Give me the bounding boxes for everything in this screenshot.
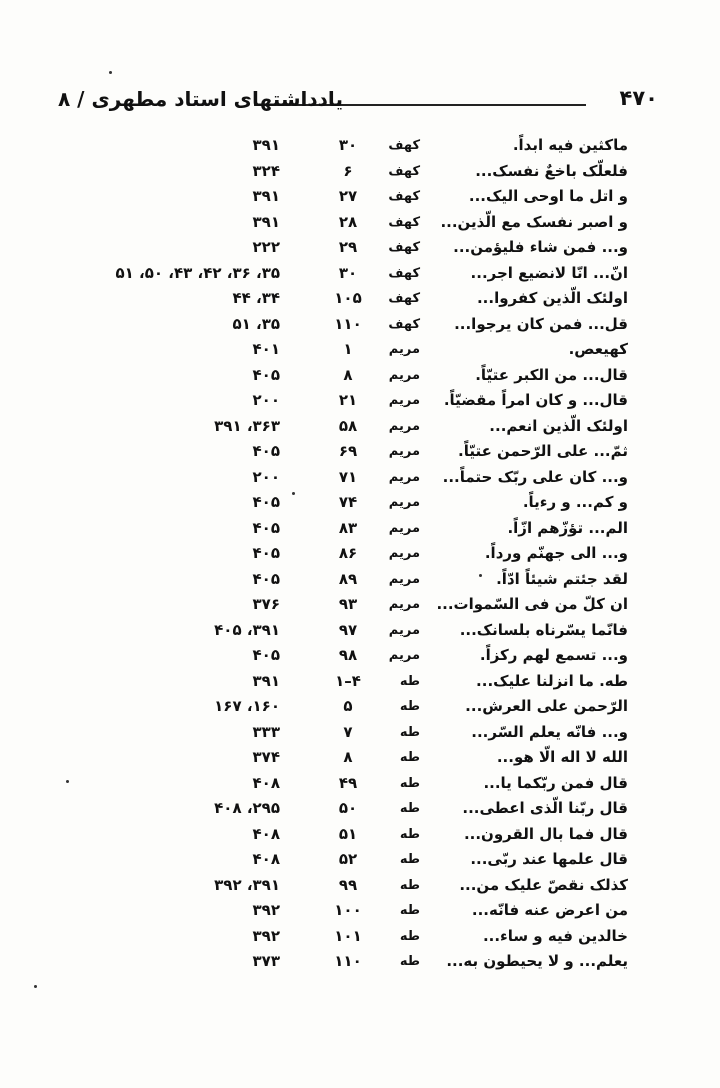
surah-name: طه (399, 801, 420, 816)
verse-excerpt: قال علمها عند ربّی... (470, 850, 628, 868)
page-references: ۴۰۸ (252, 824, 280, 843)
verse-excerpt: ان کلّ من فی السّموات... (436, 595, 628, 613)
verse-number: ۹۹ (338, 875, 358, 894)
surah-name: مریم (388, 622, 420, 638)
page-references: ۳۲۴ (252, 161, 280, 180)
page-references: ۲۹۵، ۴۰۸ (214, 799, 280, 817)
page-references: ۳۷۴ (252, 748, 280, 766)
verse-excerpt: قال... و کان امراً مقضیّاً. (443, 391, 628, 409)
table-row (0, 592, 720, 618)
page-references: ۴۰۱ (252, 340, 280, 358)
table-row (0, 847, 720, 873)
verse-number: ۶ (343, 161, 353, 180)
table-row (0, 618, 720, 644)
table-row (0, 363, 720, 389)
page-references: ۴۰۵ (252, 442, 280, 460)
surah-name: طه (399, 877, 420, 893)
page-references: ۱۶۰، ۱۶۷ (214, 697, 280, 715)
page-references: ۳۹۱، ۴۰۵ (214, 620, 280, 639)
table-row (0, 873, 720, 899)
table-row (0, 388, 720, 414)
table-row (0, 184, 720, 210)
surah-name: طه (399, 775, 420, 791)
verse-number: ۱ (343, 340, 353, 358)
verse-number: ۷۱ (338, 467, 358, 486)
table-row (0, 261, 720, 287)
table-row (0, 720, 720, 746)
page-references: ۴۰۵ (252, 365, 280, 384)
surah-name: طه (399, 699, 420, 714)
table-row (0, 235, 720, 261)
page-references: ۳۵، ۳۶، ۴۲، ۴۳، ۵۰، ۵۱ (115, 263, 280, 282)
verse-excerpt: طه. ما انزلنا علیک... (476, 671, 628, 690)
verse-excerpt: فانّما یسّرناه بلسانک... (459, 620, 628, 639)
verse-number: ۸۳ (338, 518, 358, 537)
page-references: ۳۹۱ (252, 187, 280, 205)
table-row (0, 949, 720, 975)
table-row (0, 771, 720, 797)
page-references: ۳۴، ۴۴ (232, 289, 280, 307)
verse-number: ۸۶ (338, 544, 358, 562)
table-row (0, 312, 720, 338)
verse-excerpt: و اصبر نفسک مع الّذین... (440, 212, 628, 231)
surah-name: طه (399, 750, 420, 765)
table-row (0, 796, 720, 822)
verse-number: ۲۸ (338, 212, 358, 231)
verse-number: ۱۱۰ (334, 314, 362, 333)
table-row (0, 439, 720, 465)
page-references: ۴۰۸ (252, 773, 280, 792)
verse-number: ۲۷ (338, 187, 358, 205)
verse-excerpt: فلعلّک باخعٌ نفسک... (475, 161, 628, 180)
surah-name: طه (399, 903, 420, 918)
table-row (0, 516, 720, 542)
surah-name: کهف (388, 265, 420, 281)
surah-name: طه (399, 673, 420, 689)
verse-number: ۷ (343, 722, 353, 741)
verse-excerpt: قال فما بال القرون... (463, 824, 628, 843)
print-speck (66, 780, 69, 783)
verse-excerpt: قل... فمن کان یرجوا... (454, 314, 628, 333)
print-speck (479, 574, 482, 577)
surah-name: کهف (388, 189, 420, 204)
book-title: یادداشتهای استاد مطهری / ۸ (58, 87, 343, 111)
surah-name: مریم (388, 342, 420, 357)
verse-number: ۹۸ (338, 646, 358, 664)
verse-excerpt: انّ... انّا لانضیع اجر... (470, 263, 628, 282)
verse-excerpt: یعلم... و لا یحیطون به... (446, 952, 628, 970)
verse-excerpt: قال ربّنا الّذی اعطی... (462, 799, 628, 817)
verse-excerpt: ماکثین فیه ابداً. (512, 136, 628, 154)
surah-name: مریم (388, 520, 420, 536)
surah-name: مریم (388, 367, 420, 383)
page-references: ۳۹۱ (252, 212, 280, 231)
table-row (0, 541, 720, 567)
surah-name: کهف (388, 138, 420, 153)
table-row (0, 133, 720, 159)
page-references: ۳۹۲ (252, 901, 280, 919)
page-references: ۳۹۱ (252, 136, 280, 154)
surah-name: مریم (388, 571, 420, 587)
verse-number: ۱۰۵ (334, 289, 362, 307)
verse-number: ۱۱۰ (334, 952, 362, 970)
page-references: ۳۵، ۵۱ (232, 314, 280, 333)
page-references: ۳۳۳ (252, 722, 280, 741)
verse-number: ۲۱ (338, 391, 358, 409)
verse-excerpt: و اتل ما اوحی الیک... (468, 187, 628, 205)
page-references: ۴۰۵ (252, 544, 280, 562)
verse-excerpt: ثمّ... علی الرّحمن عتیّاً. (458, 442, 628, 460)
surah-name: کهف (388, 240, 420, 255)
page-references: ۴۰۵ (252, 518, 280, 537)
surah-name: طه (399, 954, 420, 969)
table-row (0, 924, 720, 950)
surah-name: مریم (388, 418, 420, 434)
verse-excerpt: و... الی جهنّم ورداً. (484, 544, 628, 562)
surah-name: کهف (388, 214, 420, 230)
page-header (58, 84, 658, 118)
page-references: ۳۹۲ (252, 926, 280, 945)
surah-name: کهف (388, 316, 420, 332)
page-references: ۲۲۲ (252, 238, 280, 256)
verse-number: ۳۰ (338, 136, 358, 154)
table-row (0, 159, 720, 185)
table-row (0, 465, 720, 491)
surah-name: مریم (388, 495, 420, 510)
table-row (0, 286, 720, 312)
surah-name: مریم (388, 546, 420, 561)
surah-name: کهف (388, 291, 420, 306)
table-row (0, 643, 720, 669)
page-references: ۳۷۶ (252, 595, 280, 613)
surah-name: طه (399, 852, 420, 867)
surah-name: طه (399, 724, 420, 740)
page-references: ۴۰۵ (252, 493, 280, 511)
table-row (0, 490, 720, 516)
verse-excerpt: کذلک نقصّ علیک من... (459, 875, 628, 894)
page-number: ۴۷۰ (619, 86, 658, 110)
verse-number: ۸ (343, 365, 353, 384)
verse-number: ۵۰ (338, 799, 358, 817)
surah-name: طه (399, 826, 420, 842)
verse-number: ۳۰ (338, 263, 358, 282)
verse-excerpt: قال... من الکبر عتیّاً. (475, 365, 628, 384)
verse-number: ۵ (343, 697, 353, 715)
surah-name: مریم (388, 444, 420, 459)
page-references: ۲۰۰ (252, 391, 280, 409)
verse-number: ۵۱ (338, 824, 358, 843)
page-references: ۳۶۳، ۳۹۱ (214, 416, 280, 435)
verse-number: ۶۹ (338, 442, 358, 460)
table-row (0, 567, 720, 593)
print-speck (292, 492, 295, 495)
page-references: ۴۰۸ (252, 850, 280, 868)
verse-excerpt: من اعرض عنه فانّه... (471, 901, 628, 919)
page-references: ۴۰۵ (252, 569, 280, 588)
table-row (0, 822, 720, 848)
table-row (0, 337, 720, 363)
table-row (0, 694, 720, 720)
surah-name: مریم (388, 393, 420, 408)
verse-excerpt: و... کان علی ربّک حتماً... (442, 467, 628, 486)
print-speck (109, 71, 112, 74)
surah-name: مریم (388, 597, 420, 612)
print-speck (34, 985, 37, 988)
verse-number: ۱–۴ (335, 671, 361, 690)
verse-number: ۴۹ (338, 773, 358, 792)
verse-excerpt: خالدین فیه و ساء... (482, 926, 628, 945)
verse-excerpt: الله لا اله الّا هو... (496, 748, 628, 766)
page-references: ۴۰۵ (252, 646, 280, 664)
table-row (0, 669, 720, 695)
verse-number: ۸ (343, 748, 353, 766)
verse-index-table (0, 133, 720, 975)
verse-excerpt: و... فمن شاء فلیؤمن... (453, 238, 628, 256)
table-row (0, 210, 720, 236)
surah-name: کهف (388, 163, 420, 179)
verse-number: ۱۰۱ (334, 926, 362, 945)
page-references: ۳۹۱ (252, 671, 280, 690)
page-references: ۳۹۱، ۳۹۲ (214, 875, 280, 894)
page-references: ۳۷۳ (252, 952, 280, 970)
verse-number: ۵۸ (338, 416, 358, 435)
verse-excerpt: و... فانّه یعلم السّر... (471, 722, 628, 741)
table-row (0, 414, 720, 440)
verse-number: ۹۳ (338, 595, 358, 613)
page-references: ۲۰۰ (252, 467, 280, 486)
verse-number: ۱۰۰ (334, 901, 362, 919)
verse-number: ۷۴ (338, 493, 358, 511)
table-row (0, 898, 720, 924)
surah-name: طه (399, 928, 420, 944)
verse-excerpt: اولئک الّذین انعم... (489, 416, 628, 435)
verse-number: ۲۹ (338, 238, 358, 256)
table-row (0, 745, 720, 771)
verse-number: ۵۲ (338, 850, 358, 868)
surah-name: مریم (388, 648, 420, 663)
verse-excerpt: الم... تؤزّهم ازّاً. (507, 518, 628, 537)
verse-excerpt: اولئک الّذین کفروا... (476, 289, 628, 307)
verse-excerpt: قال فمن ربّکما یا... (483, 773, 628, 792)
verse-excerpt: لقد جئتم شیئاً ادّاً. (496, 569, 628, 588)
verse-excerpt: و... تسمع لهم رکزاً. (479, 646, 628, 664)
verse-excerpt: کهیعص. (568, 340, 628, 358)
surah-name: مریم (388, 469, 420, 485)
verse-number: ۸۹ (338, 569, 358, 588)
verse-excerpt: و کم... و رءیاً. (522, 493, 628, 511)
verse-excerpt: الرّحمن علی العرش... (465, 697, 628, 715)
verse-number: ۹۷ (338, 620, 358, 639)
